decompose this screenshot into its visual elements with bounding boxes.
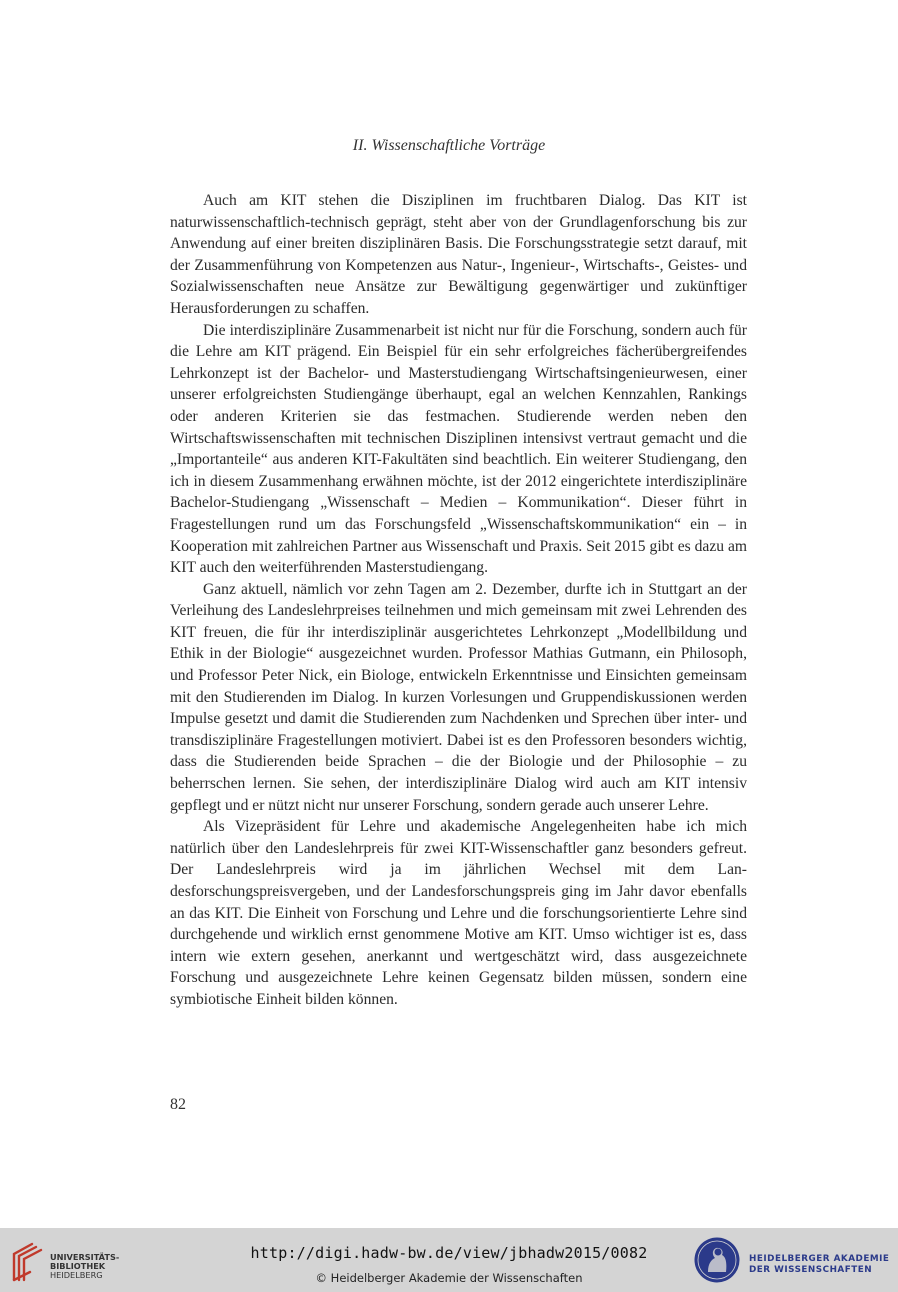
- paragraph-2: Die interdisziplinäre Zusammenarbeit ist nicht nur für die Forschung, sondern auch für die Lehre am KIT prägend. Ein Beispiel für ein sehr erfolgreiches fächerübergreifendes Lehrkonzept ist der Bachelor- und Masterstudiengang Wirtschaftsingenieurwesen, einer unserer erfolgreichsten Studiengänge überhaupt, egal an welchen Kennzahlen, Rankings oder anderen Kriterien sie das festmachen. Studierende werden neben den Wirtschaftswissenschaften mit technischen Disziplinen intensivst vertraut gemacht und die „Importanteile“ aus anderen KIT-Fakultäten sind beachtlich. Ein weiterer Studiengang, den ich in diesem Zusammenhang erwähnen möchte, ist der 2012 eingerichtete interdisziplinäre Bachelor-Studiengang „Wissenschaft – Medien – Kommunikation“. Dieser führt in Fragestellungen rund um das Forschungsfeld „Wissenschaftskommunikation“ ein – in Kooperation mit zahlreichen Partner aus Wissenschaft und Praxis. Seit 2015 gibt es dazu am KIT auch den weiterführenden Masterstudiengang.: [170, 321, 747, 577]
- body-text: [170, 190, 747, 1011]
- ub-line-3: HEIDELBERG: [50, 1270, 103, 1280]
- hadw-line-2: DER WISSENSCHAFTEN: [749, 1265, 873, 1275]
- copyright-notice: © Heidelberger Akademie der Wissenschaften: [315, 1271, 583, 1285]
- paragraph-1: Auch am KIT stehen die Disziplinen im fruchtbaren Dialog. Das KIT ist naturwissenschaftlich-technisch geprägt, steht aber von der Grundlagenforschung bis zur Anwendung auf einer breiten disziplinären Basis. Die Forschungsstrategie setzt darauf, mit der Zusammenführung von Kompetenzen aus Natur-, Ingenieur-, Wirtschafts-, Geistes- und Sozialwissenschaften neue Ansätze zur Bewältigung gegenwärtiger und zukünftiger Herausforderungen zu schaffen.: [170, 192, 747, 317]
- paragraph-3: Ganz aktuell, nämlich vor zehn Tagen am 2. Dezember, durfte ich in Stuttgart an der Verleihung des Landeslehrpreises teilnehmen und mich gemeinsam mit zwei Lehrenden des KIT freuen, die für ihr interdisziplinär ausgerichtetes Lehrkonzept „Modellbildung und Ethik in der Biologie“ ausgezeichnet wurden. Professor Mathias Gutmann, ein Philosoph, und Professor Peter Nick, ein Biologe, entwickeln Erkenntnisse und Einsichten gemeinsam mit den Studierenden im Dialog. In kurzen Vorlesungen und Gruppendiskussionen werden Impulse gesetzt und damit die Studierenden zum Nachdenken und Sprechen über inter- und transdisziplinäre Fragestellungen motiviert. Dabei ist es den Professoren besonders wichtig, dass die Studierenden beide Sprachen – die der Biologie und der Philosophie – zu beherrschen lernen. Sie sehen, der interdisziplinäre Dialog wird auch am KIT intensiv gepflegt und er nützt nicht nur unserer Forschung, sondern gerade auch unserer Lehre.: [170, 580, 747, 814]
- permalink-url[interactable]: http://digi.hadw-bw.de/view/jbhadw2015/0082: [250, 1244, 648, 1262]
- page-number: 82: [170, 1096, 186, 1113]
- running-head: II. Wissenschaftliche Vorträge: [352, 137, 546, 154]
- hadw-line-1: HEIDELBERGER AKADEMIE: [749, 1254, 890, 1264]
- hadw-text: [749, 1254, 889, 1276]
- paragraph-4: Als Vizepräsident für Lehre und akademische Angelegenheiten habe ich mich natürlich über den Landeslehrpreis für zwei KIT-Wissenschaftler ganz besonders gefreut. Der Landeslehrpreis wird ja im jährlichen Wechsel mit dem Landesforschungspreisvergeben, und der Landesforschungspreis ging im Jahr davor ebenfalls an das KIT. Die Einheit von Forschung und Lehre und die forschungsorientierte Lehre sind durchgehende und wirklich ernst genommene Motive am KIT. Umso wichtiger ist es, dass intern wie extern gesehen, anerkannt und wertgeschätzt wird, dass ausgezeichnete Forschung und ausgezeichnete Lehre keinen Gegensatz bilden müssen, sondern eine symbiotische Einheit bilden können.: [170, 818, 747, 1008]
- ub-line-1: UNIVERSITÄTS-: [50, 1252, 120, 1262]
- footer-bar: [0, 1228, 898, 1292]
- ub-line-2: BIBLIOTHEK: [50, 1261, 106, 1271]
- hadw-logo[interactable]: [693, 1236, 893, 1284]
- hadw-seal-icon: [693, 1236, 741, 1284]
